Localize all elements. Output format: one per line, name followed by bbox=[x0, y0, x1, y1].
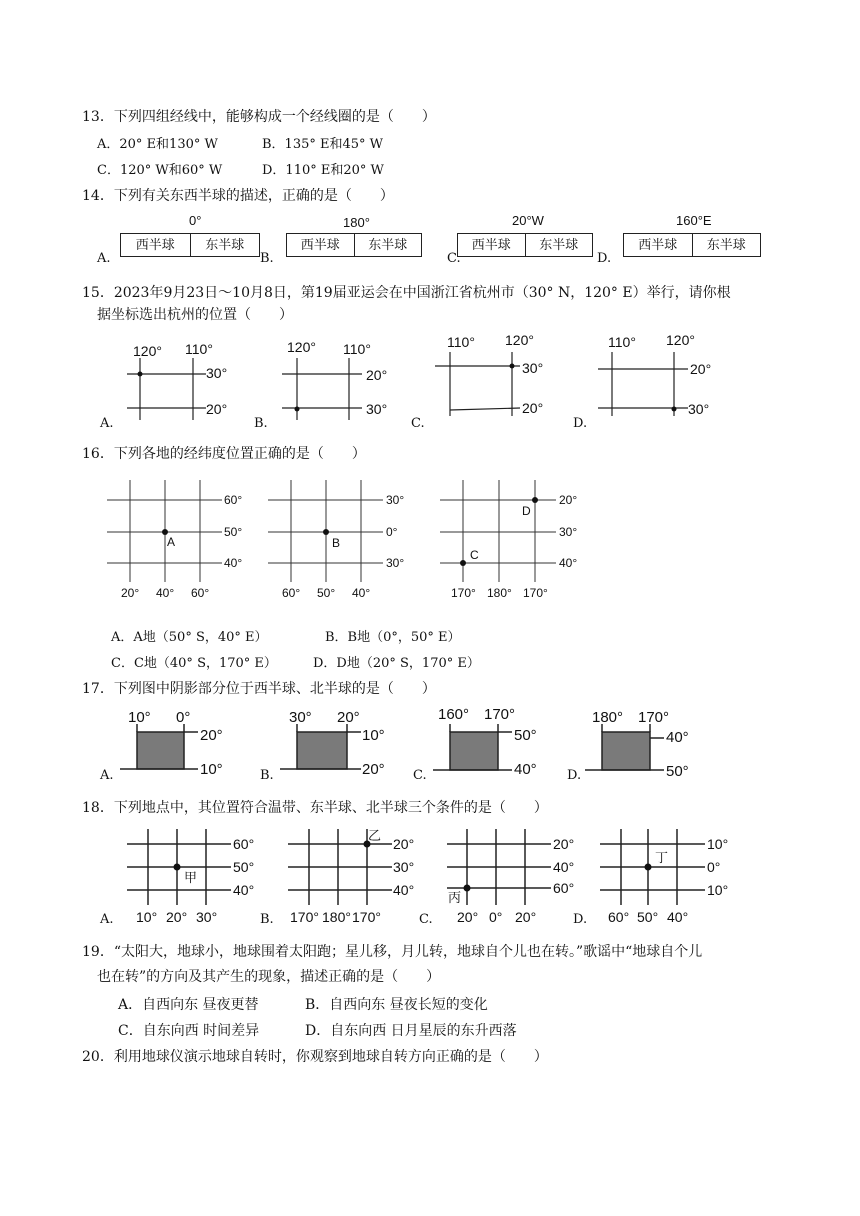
q15b-letter: B. bbox=[254, 416, 268, 431]
q16c-lon-1: 170° bbox=[451, 586, 476, 600]
q15c-lat-1: 30° bbox=[522, 360, 544, 376]
q15c-letter: C. bbox=[411, 416, 425, 431]
q15a-lon-2: 110° bbox=[185, 341, 213, 357]
q18d-lat-3: 10° bbox=[707, 882, 729, 898]
q17a-lon-2: 0° bbox=[176, 709, 191, 726]
q18-point-bing: 丙 bbox=[448, 890, 462, 905]
q19-option-b: B．自西向东 昼夜长短的变化 bbox=[305, 997, 488, 1013]
q13-option-c: C．120° W和60° W bbox=[97, 163, 223, 178]
q17c-lat-1: 50° bbox=[514, 727, 537, 744]
q16c-lat-2: 30° bbox=[559, 525, 578, 539]
q17a-letter: A. bbox=[100, 768, 114, 783]
q16b-lon-1: 60° bbox=[282, 586, 301, 600]
q14c-east: 东半球 bbox=[525, 234, 593, 256]
q18-point-jia: 甲 bbox=[184, 870, 198, 885]
q17d-lon-1: 180° bbox=[592, 709, 624, 726]
q16b-lon-2: 50° bbox=[317, 586, 336, 600]
q18d-lat-2: 0° bbox=[707, 859, 721, 875]
q18b-lon-2: 180° bbox=[322, 909, 351, 925]
q18-point-yi: 乙 bbox=[368, 828, 382, 843]
q16c-lat-3: 40° bbox=[559, 556, 578, 570]
q17-stem: 17．下列图中阴影部分位于西半球、北半球的是（ ） bbox=[82, 681, 436, 697]
q17a-lat-1: 20° bbox=[200, 727, 223, 744]
q18b-letter: B. bbox=[260, 912, 274, 927]
q16-option-a: A．A地（50° S，40° E） bbox=[111, 630, 268, 645]
q16c-lat-1: 20° bbox=[559, 493, 578, 507]
q15a-lon-1: 120° bbox=[133, 343, 162, 359]
q16a-lat-1: 60° bbox=[224, 493, 243, 507]
q18c-lon-1: 20° bbox=[457, 909, 479, 925]
q18c-lat-1: 20° bbox=[553, 836, 575, 852]
q14a-west: 西半球 bbox=[135, 237, 175, 252]
q16a-lat-2: 50° bbox=[224, 525, 243, 539]
q18c-letter: C. bbox=[419, 912, 433, 927]
q18a-letter: A. bbox=[100, 912, 114, 927]
q16-point-b: B bbox=[332, 536, 341, 550]
q18b-lat-1: 20° bbox=[393, 836, 415, 852]
q15a-letter: A. bbox=[100, 416, 114, 431]
q17d-letter: D. bbox=[567, 768, 582, 783]
q19-stem-line2: 也在转”的方向及其产生的现象，描述正确的是（ ） bbox=[97, 969, 441, 985]
q19-option-d: D．自东向西 日月星辰的东升西落 bbox=[305, 1023, 517, 1039]
q18d-letter: D. bbox=[573, 912, 588, 927]
q15b-lon-2: 110° bbox=[343, 341, 371, 357]
q15-stem-line1: 15．2023年9月23日～10月8日，第19届亚运会在中国浙江省杭州市（30° N，120° E）举行，请你根 bbox=[82, 285, 731, 301]
q18c-lon-3: 20° bbox=[515, 909, 537, 925]
q14a-east: 东半球 bbox=[190, 234, 260, 256]
q17c-lon-2: 170° bbox=[484, 706, 516, 723]
q16c-lon-3: 170° bbox=[523, 586, 548, 600]
q14d-west: 西半球 bbox=[638, 237, 678, 252]
q18a-lon-2: 20° bbox=[166, 909, 188, 925]
q17b-lon-2: 20° bbox=[337, 709, 360, 726]
q16b-lon-3: 40° bbox=[352, 586, 371, 600]
q14d-east: 东半球 bbox=[692, 234, 761, 256]
q15d-lat-1: 20° bbox=[690, 361, 712, 377]
q18d-lon-3: 40° bbox=[667, 909, 689, 925]
q14b-letter: B. bbox=[260, 251, 274, 266]
q16b-lat-1: 30° bbox=[386, 493, 405, 507]
q16b-lat-3: 30° bbox=[386, 556, 405, 570]
q18-point-ding: 丁 bbox=[655, 850, 669, 865]
q17d-lat-1: 40° bbox=[666, 729, 689, 746]
q13-option-b: B．135° E和45° W bbox=[262, 137, 384, 152]
q15-stem-line2: 据坐标选出杭州的位置（ ） bbox=[97, 307, 293, 323]
q16-option-d: D．D地（20° S，170° E） bbox=[313, 656, 480, 671]
q18a-lon-1: 10° bbox=[136, 909, 158, 925]
q18d-lat-1: 10° bbox=[707, 836, 729, 852]
q17b-lat-1: 10° bbox=[362, 727, 385, 744]
q16a-lon-3: 60° bbox=[191, 586, 210, 600]
q18d-lon-1: 60° bbox=[608, 909, 630, 925]
q15d-lon-2: 120° bbox=[666, 332, 695, 348]
q16a-lon-2: 40° bbox=[156, 586, 175, 600]
q17d-lat-2: 50° bbox=[666, 763, 689, 780]
q18c-lon-2: 0° bbox=[489, 909, 503, 925]
q14b-meridian-label: 180° bbox=[343, 215, 370, 230]
q16-point-c: C bbox=[470, 548, 479, 562]
q18d-lon-2: 50° bbox=[637, 909, 659, 925]
q18b-lat-3: 40° bbox=[393, 882, 415, 898]
q17c-lat-2: 40° bbox=[514, 761, 537, 778]
q14b-east: 东半球 bbox=[354, 234, 422, 256]
q14a-letter: A. bbox=[97, 251, 111, 266]
q14b-west: 西半球 bbox=[300, 237, 340, 252]
q16-option-c: C．C地（40° S，170° E） bbox=[111, 656, 277, 671]
q18a-lat-2: 50° bbox=[233, 859, 255, 875]
q15a-lat-1: 30° bbox=[206, 365, 228, 381]
q15c-lat-2: 20° bbox=[522, 400, 544, 416]
q18-stem: 18．下列地点中，其位置符合温带、东半球、北半球三个条件的是（ ） bbox=[82, 800, 548, 816]
q15c-lon-2: 120° bbox=[505, 332, 534, 348]
q16a-lat-3: 40° bbox=[224, 556, 243, 570]
q16-option-b: B．B地（0°，50° E） bbox=[325, 630, 461, 645]
q14c-letter: C. bbox=[447, 251, 461, 266]
q13-stem: 13．下列四组经线中，能够构成一个经线圈的是（ ） bbox=[82, 109, 436, 125]
q18c-lat-3: 60° bbox=[553, 880, 575, 896]
q17a-lat-2: 10° bbox=[200, 761, 223, 778]
q18a-lat-1: 60° bbox=[233, 836, 255, 852]
q15b-lat-1: 20° bbox=[366, 367, 388, 383]
q16a-lon-1: 20° bbox=[121, 586, 140, 600]
q19-option-a: A．自西向东 昼夜更替 bbox=[118, 997, 259, 1013]
q20-stem: 20．利用地球仪演示地球自转时，你观察到地球自转方向正确的是（ ） bbox=[82, 1049, 548, 1065]
q19-stem-line1: 19．“太阳大，地球小，地球围着太阳跑；星儿移，月儿转，地球自个儿也在转。”歌谣中“地球自个儿 bbox=[82, 944, 703, 960]
q17c-letter: C. bbox=[413, 768, 427, 783]
q15b-lat-2: 30° bbox=[366, 401, 388, 417]
q16b-lat-2: 0° bbox=[386, 525, 398, 539]
q17b-letter: B. bbox=[260, 768, 274, 783]
q15d-lat-2: 30° bbox=[688, 401, 710, 417]
q17a-lon-1: 10° bbox=[128, 709, 151, 726]
q19-option-c: C．自东向西 时间差异 bbox=[118, 1023, 260, 1039]
q16c-lon-2: 180° bbox=[487, 586, 512, 600]
q17b-lat-2: 20° bbox=[362, 761, 385, 778]
q17b-lon-1: 30° bbox=[289, 709, 312, 726]
q16-point-d: D bbox=[522, 504, 531, 518]
q17d-lon-2: 170° bbox=[638, 709, 670, 726]
q14-stem: 14．下列有关东西半球的描述，正确的是（ ） bbox=[82, 188, 394, 204]
q14d-letter: D. bbox=[597, 251, 612, 266]
q14d-meridian-label: 160°E bbox=[676, 213, 712, 228]
q15d-lon-1: 110° bbox=[608, 334, 636, 350]
q18c-lat-2: 40° bbox=[553, 859, 575, 875]
q18a-lat-3: 40° bbox=[233, 882, 255, 898]
q14c-west: 西半球 bbox=[471, 237, 511, 252]
q15c-lon-1: 110° bbox=[447, 334, 475, 350]
q16-stem: 16．下列各地的经纬度位置正确的是（ ） bbox=[82, 446, 366, 462]
q17c-lon-1: 160° bbox=[438, 706, 470, 723]
q18b-lon-3: 170° bbox=[352, 909, 381, 925]
q18b-lat-2: 30° bbox=[393, 859, 415, 875]
q15b-lon-1: 120° bbox=[287, 339, 316, 355]
q13-option-a: A．20° E和130° W bbox=[97, 137, 218, 152]
q13-option-d: D．110° E和20° W bbox=[262, 163, 384, 178]
q16-point-a: A bbox=[167, 535, 176, 549]
q14a-meridian-label: 0° bbox=[189, 213, 202, 228]
q14c-meridian-label: 20°W bbox=[512, 213, 544, 228]
q18b-lon-1: 170° bbox=[290, 909, 319, 925]
q15a-lat-2: 20° bbox=[206, 401, 228, 417]
q15d-letter: D. bbox=[573, 416, 588, 431]
q18a-lon-3: 30° bbox=[196, 909, 218, 925]
